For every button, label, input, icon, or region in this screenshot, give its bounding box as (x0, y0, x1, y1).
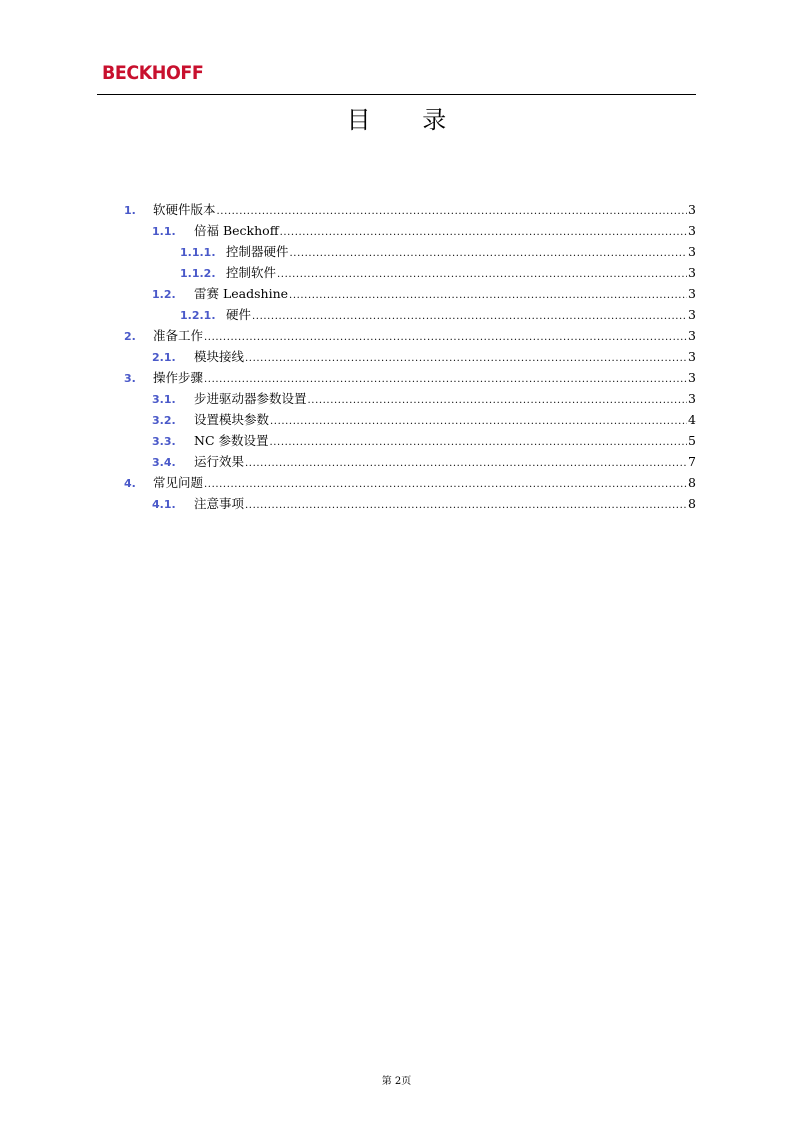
toc-entry-title: 常见问题 (153, 475, 204, 490)
toc-dot-leader (245, 348, 687, 369)
toc-entry-page: 3 (688, 328, 696, 343)
toc-entry-title: 操作步骤 (153, 370, 204, 385)
toc-dot-leader (277, 264, 687, 285)
toc-entry-title: 雷赛 Leadshine (194, 286, 289, 301)
toc-entry-page: 3 (688, 202, 696, 217)
toc-entry-page: 3 (688, 223, 696, 238)
toc-entry[interactable] (180, 304, 696, 325)
toc-entry-number: 2. (124, 330, 136, 343)
toc-entry-title: 准备工作 (153, 328, 204, 343)
toc-entry-page: 3 (688, 349, 696, 364)
toc-entry[interactable] (152, 430, 696, 451)
toc-entry-title: 软硬件版本 (153, 202, 216, 217)
toc-entry-title: 控制软件 (226, 265, 277, 280)
toc-entry-number: 3.4. (152, 456, 176, 469)
toc-entry-number: 4. (124, 477, 136, 490)
toc-entry[interactable] (124, 199, 696, 220)
toc-dot-leader (245, 495, 687, 516)
toc-dot-leader (204, 369, 687, 390)
toc-entry[interactable] (152, 283, 696, 304)
toc-entry-page: 3 (688, 307, 696, 322)
toc-dot-leader (308, 390, 688, 411)
toc-entry-number: 3.2. (152, 414, 176, 427)
toc-entry-title: 运行效果 (194, 454, 245, 469)
toc-entry[interactable] (180, 241, 696, 262)
toc-entry-number: 1.1. (152, 225, 176, 238)
toc-entry-page: 3 (688, 244, 696, 259)
toc-entry-number: 3.1. (152, 393, 176, 406)
toc-dot-leader (245, 453, 687, 474)
toc-dot-leader (290, 243, 688, 264)
toc-entry-number: 1.2.1. (180, 309, 216, 322)
toc-dot-leader (289, 285, 687, 306)
toc-entry[interactable] (180, 262, 696, 283)
toc-entry[interactable] (152, 493, 696, 514)
toc-entry-page: 3 (688, 391, 696, 406)
beckhoff-logo: BECKHOFF (102, 62, 204, 84)
toc-entry-number: 1.2. (152, 288, 176, 301)
page-number-footer: 第 2页 (381, 1076, 412, 1087)
toc-entry-page: 4 (688, 412, 696, 427)
toc-entry-title: 控制器硬件 (226, 244, 289, 259)
toc-entry-title: 注意事项 (194, 496, 245, 511)
toc-dot-leader (204, 474, 687, 495)
toc-dot-leader (217, 201, 688, 222)
toc-entry-page: 8 (688, 475, 696, 490)
toc-entry-page: 5 (688, 433, 696, 448)
toc-dot-leader (270, 411, 687, 432)
toc-entry[interactable] (152, 388, 696, 409)
toc-entry-number: 2.1. (152, 351, 176, 364)
toc-dot-leader (269, 432, 687, 453)
toc-entry-number: 3. (124, 372, 136, 385)
toc-title: 目 录 (346, 106, 469, 134)
toc-entry-page: 3 (688, 265, 696, 280)
toc-entry-number: 1.1.2. (180, 267, 216, 280)
toc-dot-leader (204, 327, 687, 348)
toc-entry-page: 3 (688, 370, 696, 385)
toc-entry-number: 1.1.1. (180, 246, 216, 259)
toc-dot-leader (252, 306, 687, 327)
header-rule (97, 94, 696, 95)
toc-entry-number: 1. (124, 204, 136, 217)
toc-entry[interactable] (124, 325, 696, 346)
toc-entry-number: 4.1. (152, 498, 176, 511)
toc-entry-page: 8 (688, 496, 696, 511)
toc-entry-title: 模块接线 (194, 349, 245, 364)
toc-entry[interactable] (152, 346, 696, 367)
toc-entry-number: 3.3. (152, 435, 176, 448)
toc-dot-leader (280, 222, 687, 243)
toc-entry-title: NC 参数设置 (194, 433, 269, 448)
toc-entry[interactable] (152, 451, 696, 472)
toc-entry[interactable] (152, 409, 696, 430)
toc-entry[interactable] (124, 472, 696, 493)
toc-entry-title: 步进驱动器参数设置 (194, 391, 307, 406)
toc-entry[interactable] (152, 220, 696, 241)
toc-entry-title: 倍福 Beckhoff (194, 223, 279, 238)
toc-entry-page: 7 (688, 454, 696, 469)
toc-entry[interactable] (124, 367, 696, 388)
toc-entry-page: 3 (688, 286, 696, 301)
toc-entry-title: 设置模块参数 (194, 412, 270, 427)
toc-entry-title: 硬件 (226, 307, 252, 322)
